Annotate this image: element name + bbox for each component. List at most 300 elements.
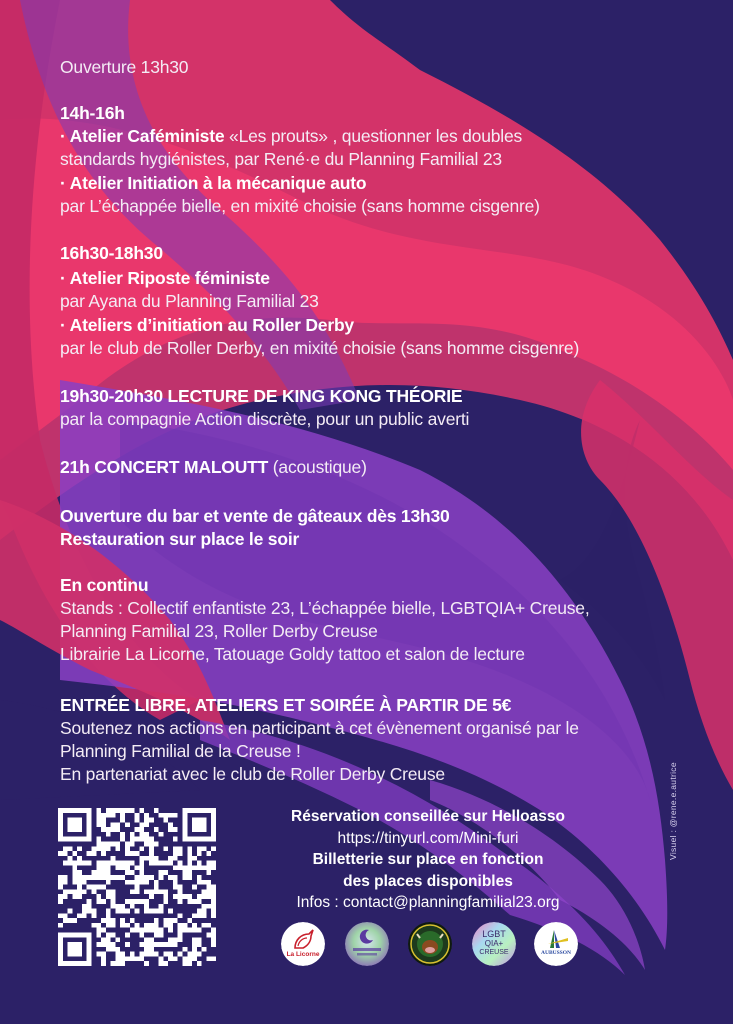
qr-module [192, 808, 197, 813]
qr-module [202, 865, 207, 870]
qr-module [149, 837, 154, 842]
qr-module [144, 952, 149, 957]
qr-module [120, 909, 125, 914]
qr-module [87, 961, 92, 966]
qr-module [202, 846, 207, 851]
qr-module [58, 818, 63, 823]
qr-module [144, 856, 149, 861]
qr-module [72, 870, 77, 875]
qr-module [82, 861, 87, 866]
qr-module [206, 880, 211, 885]
qr-module [82, 889, 87, 894]
qr-module [135, 865, 140, 870]
qr-module [139, 832, 144, 837]
qr-module [202, 818, 207, 823]
qr-module [187, 870, 192, 875]
qr-module [68, 846, 73, 851]
qr-module [206, 861, 211, 866]
qr-module [178, 923, 183, 928]
qr-module [135, 956, 140, 961]
qr-module [182, 837, 187, 842]
qr-module [77, 837, 82, 842]
qr-module [72, 918, 77, 923]
qr-module [106, 909, 111, 914]
qr-module [72, 861, 77, 866]
qr-module [144, 822, 149, 827]
qr-module [154, 885, 159, 890]
qr-module [149, 856, 154, 861]
planning-familial-logo [345, 922, 389, 966]
qr-module [58, 808, 63, 813]
qr-module [135, 837, 140, 842]
qr-module [77, 861, 82, 866]
lgbt-text-3: CREUSE [479, 949, 509, 956]
qr-module [182, 818, 187, 823]
qr-module [173, 827, 178, 832]
qr-module [144, 937, 149, 942]
qr-module [120, 837, 125, 842]
qr-module [149, 928, 154, 933]
qr-module [192, 947, 197, 952]
qr-module [149, 861, 154, 866]
qr-module [139, 846, 144, 851]
qr-module [144, 904, 149, 909]
qr-module [197, 822, 202, 827]
qr-module [149, 947, 154, 952]
block2-item2-title: · Ateliers d’initiation au Roller Derby [60, 315, 354, 335]
qr-module [187, 899, 192, 904]
qr-module [187, 894, 192, 899]
qr-module [72, 961, 77, 966]
qr-module [77, 818, 82, 823]
qr-module [63, 889, 68, 894]
qr-module [77, 889, 82, 894]
qr-module [72, 851, 77, 856]
qr-module [101, 818, 106, 823]
qr-module [96, 842, 101, 847]
qr-module [144, 813, 149, 818]
block1-item1-desc: standards hygiénistes, par René·e du Planning Familial 23 [60, 149, 502, 169]
qr-module [139, 827, 144, 832]
qr-module [182, 827, 187, 832]
qr-module [197, 942, 202, 947]
qr-module [115, 937, 120, 942]
qr-module [211, 827, 216, 832]
qr-module [96, 952, 101, 957]
qr-module [120, 956, 125, 961]
qr-module [106, 918, 111, 923]
qr-module [72, 865, 77, 870]
qr-module [168, 937, 173, 942]
qr-module [163, 870, 168, 875]
qr-module [111, 861, 116, 866]
qr-module [135, 851, 140, 856]
qr-module [211, 928, 216, 933]
qr-module [115, 842, 120, 847]
qr-module [92, 870, 97, 875]
qr-module [87, 813, 92, 818]
qr-module [168, 928, 173, 933]
qr-module [58, 851, 63, 856]
qr-module [111, 889, 116, 894]
qr-module [101, 827, 106, 832]
qr-module [135, 928, 140, 933]
booking-url[interactable]: https://tinyurl.com/Mini-furi [337, 829, 519, 847]
qr-module [68, 818, 73, 823]
la-licorne-text: La Licorne [286, 951, 320, 958]
qr-module [92, 851, 97, 856]
qr-module [154, 856, 159, 861]
qr-module [187, 875, 192, 880]
qr-module [211, 846, 216, 851]
qr-module [106, 947, 111, 952]
qr-module [106, 894, 111, 899]
qr-module [139, 875, 144, 880]
qr-module [58, 885, 63, 890]
qr-module [63, 918, 68, 923]
qr-module [202, 894, 207, 899]
qr-module [111, 904, 116, 909]
qr-module [120, 904, 125, 909]
qr-module [96, 899, 101, 904]
qr-module [192, 865, 197, 870]
qr-module [125, 808, 130, 813]
qr-module [58, 937, 63, 942]
qr-module [182, 865, 187, 870]
qr-module [135, 909, 140, 914]
qr-module [120, 875, 125, 880]
qr-module [111, 827, 116, 832]
qr-module [111, 942, 116, 947]
bar-line1: Ouverture du bar et vente de gâteaux dès 13h30 [60, 506, 450, 526]
qr-module [77, 947, 82, 952]
qr-module [101, 846, 106, 851]
qr-module [178, 928, 183, 933]
qr-module [120, 923, 125, 928]
qr-module [206, 904, 211, 909]
qr-module [192, 822, 197, 827]
qr-module [77, 961, 82, 966]
contact-email[interactable]: Infos : contact@planningfamilial23.org [296, 894, 560, 911]
qr-module [211, 899, 216, 904]
qr-module [211, 894, 216, 899]
qr-module [72, 837, 77, 842]
qr-module [87, 822, 92, 827]
qr-module [139, 861, 144, 866]
qr-module [173, 856, 178, 861]
qr-module [173, 894, 178, 899]
qr-module [202, 904, 207, 909]
qr-module [187, 961, 192, 966]
qr-module [187, 846, 192, 851]
qr-module [125, 846, 130, 851]
qr-module [96, 942, 101, 947]
qr-module [135, 923, 140, 928]
qr-module [106, 937, 111, 942]
qr-module [135, 885, 140, 890]
qr-module [168, 952, 173, 957]
qr-module [154, 861, 159, 866]
qr-module [87, 861, 92, 866]
qr-module [115, 846, 120, 851]
qr-module [159, 942, 164, 947]
qr-module [144, 842, 149, 847]
qr-module [187, 918, 192, 923]
qr-module [125, 923, 130, 928]
qr-module [149, 923, 154, 928]
qr-module [192, 942, 197, 947]
qr-module [149, 909, 154, 914]
qr-module [82, 808, 87, 813]
qr-module [58, 832, 63, 837]
qr-module [187, 928, 192, 933]
qr-module [125, 880, 130, 885]
qr-module [111, 842, 116, 847]
qr-module [125, 899, 130, 904]
entry-line1: Soutenez nos actions en participant à cet évènement organisé par le [60, 718, 579, 738]
qr-module [58, 880, 63, 885]
qr-module [106, 832, 111, 837]
qr-module [96, 932, 101, 937]
qr-module [173, 937, 178, 942]
qr-module [197, 937, 202, 942]
qr-module [168, 861, 173, 866]
aubusson-text: AUBUSSON [541, 950, 571, 956]
qr-module [182, 822, 187, 827]
qr-module [182, 956, 187, 961]
qr-module [202, 837, 207, 842]
qr-module [139, 956, 144, 961]
qr-module [187, 952, 192, 957]
qr-module [149, 842, 154, 847]
block2-time: 16h30-18h30 [60, 243, 163, 263]
qr-module [159, 961, 164, 966]
qr-module [130, 918, 135, 923]
qr-module [163, 861, 168, 866]
qr-module [168, 822, 173, 827]
qr-module [115, 827, 120, 832]
qr-module [173, 918, 178, 923]
qr-module [101, 899, 106, 904]
qr-module [202, 947, 207, 952]
qr-module [111, 899, 116, 904]
qr-module [144, 889, 149, 894]
qr-module [135, 899, 140, 904]
qr-module [130, 889, 135, 894]
qr-module [197, 909, 202, 914]
qr-module [96, 894, 101, 899]
qr-module [192, 923, 197, 928]
qr-module [192, 818, 197, 823]
qr-module [211, 937, 216, 942]
qr-module [115, 956, 120, 961]
qr-module [178, 865, 183, 870]
qr-module [182, 961, 187, 966]
qr-module [130, 880, 135, 885]
qr-module [182, 813, 187, 818]
qr-module [159, 861, 164, 866]
qr-module [58, 942, 63, 947]
qr-module [87, 808, 92, 813]
qr-module [68, 961, 73, 966]
qr-module [72, 875, 77, 880]
qr-module [163, 899, 168, 904]
continuous-line2: Planning Familial 23, Roller Derby Creuse [60, 621, 378, 641]
qr-module [168, 942, 173, 947]
qr-module [82, 875, 87, 880]
qr-module [139, 856, 144, 861]
qr-module [206, 932, 211, 937]
qr-module [63, 932, 68, 937]
qr-module [130, 832, 135, 837]
qr-module [77, 932, 82, 937]
qr-module [211, 818, 216, 823]
aubusson-logo [534, 922, 578, 966]
qr-module [154, 952, 159, 957]
block2-item2-desc: par le club de Roller Derby, en mixité choisie (sans homme cisgenre) [60, 338, 580, 358]
qr-module [58, 952, 63, 957]
qr-module [178, 932, 183, 937]
qr-module [211, 913, 216, 918]
entry-line3: En partenariat avec le club de Roller Derby Creuse [60, 764, 445, 784]
qr-module [92, 885, 97, 890]
qr-module [187, 837, 192, 842]
qr-module [87, 837, 92, 842]
qr-module [202, 808, 207, 813]
qr-module [125, 865, 130, 870]
qr-module [101, 928, 106, 933]
qr-module [182, 808, 187, 813]
qr-module [63, 894, 68, 899]
qr-module [139, 870, 144, 875]
qr-module [197, 961, 202, 966]
qr-module [130, 899, 135, 904]
qr-module [92, 909, 97, 914]
qr-module [77, 856, 82, 861]
qr-module [111, 932, 116, 937]
qr-module [101, 952, 106, 957]
qr-module [125, 909, 130, 914]
qr-module [72, 942, 77, 947]
qr-module [202, 827, 207, 832]
qr-module [125, 851, 130, 856]
qr-module [163, 894, 168, 899]
qr-module [120, 961, 125, 966]
qr-module [87, 832, 92, 837]
qr-module [197, 837, 202, 842]
continuous-line3: Librairie La Licorne, Tatouage Goldy tattoo et salon de lecture [60, 644, 525, 664]
qr-module [72, 818, 77, 823]
qr-module [111, 918, 116, 923]
qr-module [58, 837, 63, 842]
qr-module [72, 889, 77, 894]
qr-module [106, 889, 111, 894]
qr-module [144, 880, 149, 885]
qr-module [68, 856, 73, 861]
bar-line2: Restauration sur place le soir [60, 529, 300, 549]
reading-title: 19h30-20h30 LECTURE DE KING KONG THÉORIE [60, 386, 463, 406]
lgbt-text-2: QIA+ [484, 939, 504, 948]
qr-module [197, 846, 202, 851]
qr-module [87, 947, 92, 952]
qr-module [96, 822, 101, 827]
qr-module [111, 894, 116, 899]
qr-module [168, 918, 173, 923]
qr-module [159, 909, 164, 914]
qr-module [154, 942, 159, 947]
qr-module [211, 885, 216, 890]
qr-module [178, 899, 183, 904]
onsite-line1: Billetterie sur place en fonction [312, 851, 544, 868]
qr-module [96, 846, 101, 851]
qr-module [211, 837, 216, 842]
continuous-line1: Stands : Collectif enfantiste 23, L’échappée bielle, LGBTQIA+ Creuse, [60, 598, 590, 618]
qr-module [72, 808, 77, 813]
qr-module [182, 923, 187, 928]
qr-module [101, 822, 106, 827]
block1-item2-title: · Atelier Initiation à la mécanique auto [60, 173, 367, 193]
qr-module [72, 947, 77, 952]
qr-module [159, 889, 164, 894]
qr-module [87, 956, 92, 961]
block2-item1-title: · Atelier Riposte féministe [60, 268, 270, 288]
qr-module [115, 822, 120, 827]
qr-module [68, 808, 73, 813]
qr-module [144, 909, 149, 914]
qr-module [77, 894, 82, 899]
qr-module [163, 889, 168, 894]
qr-module [192, 952, 197, 957]
qr-module [139, 928, 144, 933]
qr-module [111, 813, 116, 818]
qr-module [58, 894, 63, 899]
qr-module [130, 870, 135, 875]
qr-module [87, 909, 92, 914]
qr-module [159, 813, 164, 818]
qr-module [173, 880, 178, 885]
qr-module [192, 956, 197, 961]
qr-module [58, 822, 63, 827]
qr-module [149, 846, 154, 851]
qr-code[interactable] [58, 808, 216, 966]
qr-module [92, 889, 97, 894]
qr-module [72, 827, 77, 832]
qr-module [68, 952, 73, 957]
block1-item1-title: · Atelier Caféministe [60, 126, 225, 146]
entry-line2: Planning Familial de la Creuse ! [60, 741, 301, 761]
roller-derby-logo [408, 922, 452, 966]
reading-desc: par la compagnie Action discrète, pour un public averti [60, 409, 470, 429]
block1-time: 14h-16h [60, 103, 125, 123]
qr-module [144, 942, 149, 947]
qr-module [72, 880, 77, 885]
qr-module [211, 865, 216, 870]
qr-module [197, 808, 202, 813]
qr-module [163, 846, 168, 851]
qr-module [211, 813, 216, 818]
qr-module [206, 870, 211, 875]
qr-module [149, 818, 154, 823]
qr-module [58, 961, 63, 966]
qr-module [101, 870, 106, 875]
qr-module [178, 913, 183, 918]
qr-module [87, 904, 92, 909]
qr-module [192, 899, 197, 904]
qr-module [163, 961, 168, 966]
lgbt-text-1: LGBT [482, 929, 506, 939]
qr-module [96, 870, 101, 875]
qr-module [163, 813, 168, 818]
